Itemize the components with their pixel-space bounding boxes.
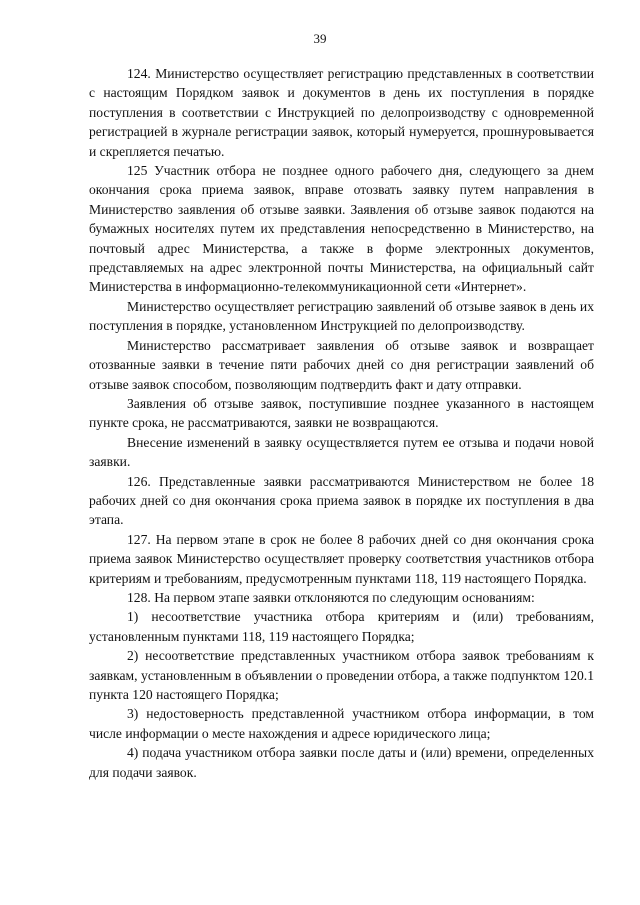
list-item-1: 1) несоответствие участника отбора критериям и (или) требованиям, установленным пунктами 118, 119 настоящего Порядка;	[89, 609, 594, 644]
paragraph-127: 127. На первом этапе в срок не более 8 рабочих дней со дня окончания срока приема заявок Министерство осуществляет проверку соответствия участников отбора критериям и требованиям, предусмотренным пунктами 118, 119 настоящего Порядка.	[89, 531, 594, 586]
list-item-3: 3) недостоверность представленной участником отбора информации, в том числе информации о месте нахождения и адресе юридического лица;	[89, 706, 594, 741]
paragraph-128: 128. На первом этапе заявки отклоняются по следующим основаниям:	[127, 589, 535, 605]
paragraph-124: 124. Министерство осуществляет регистрацию представленных в соответствии с настоящим Порядком заявок и документов в день их поступления в порядке поступления в соответствии с Инструкцией по делопроизводству с одновременной регистрацией в журнале регистрации заявок, который нумеруется, прошнуровывается и скрепляется печатью.	[89, 66, 594, 159]
document-body	[89, 64, 594, 782]
page-number: 39	[313, 31, 327, 46]
paragraph-125-changes: Внесение изменений в заявку осуществляется путем ее отзыва и подачи новой заявки.	[89, 434, 594, 470]
list-item-4: 4) подача участником отбора заявки после даты и (или) времени, определенных для подачи заявок.	[89, 745, 594, 780]
paragraph-125-return: Министерство рассматривает заявления об отзыве заявок и возвращает отозванные заявки в течение пяти рабочих дней со дня регистрации заявлений об отзыве заявок способом, позволяющим подтвердить факт и дату отправки.	[89, 337, 594, 392]
paragraph-125-late: Заявления об отзыве заявок, поступившие позднее указанного в настоящем пункте срока, не рассматриваются, заявки не возвращаются.	[89, 395, 594, 431]
paragraph-126: 126. Представленные заявки рассматриваются Министерством не более 18 рабочих дней со дня окончания срока приема заявок в порядке их поступления в два этапа.	[89, 473, 594, 528]
paragraph-125-registration: Министерство осуществляет регистрацию заявлений об отзыве заявок в день их поступления в порядке, установленном Инструкцией по делопроизводству.	[89, 298, 594, 334]
list-item-2: 2) несоответствие представленных участником отбора заявок требованиям к заявкам, установленным в объявлении о проведении отбора, а также подпунктом 120.1 пункта 120 настоящего Порядка;	[89, 648, 594, 702]
paragraph-125: 125 Участник отбора не позднее одного рабочего дня, следующего за днем окончания срока приема заявок, вправе отозвать заявку путем направления в Министерство заявления об отзыве заявки. Заявления об отзыве заявок подаются на бумажных носителях путем их представления непосредственно в Министерство, на почтовый адрес Министерства, а также в форме электронных документов, представляемых на адрес электронной почты Министерства, на официальный сайт Министерства в информационно-телекоммуникационной сети «Интернет».	[89, 163, 594, 295]
